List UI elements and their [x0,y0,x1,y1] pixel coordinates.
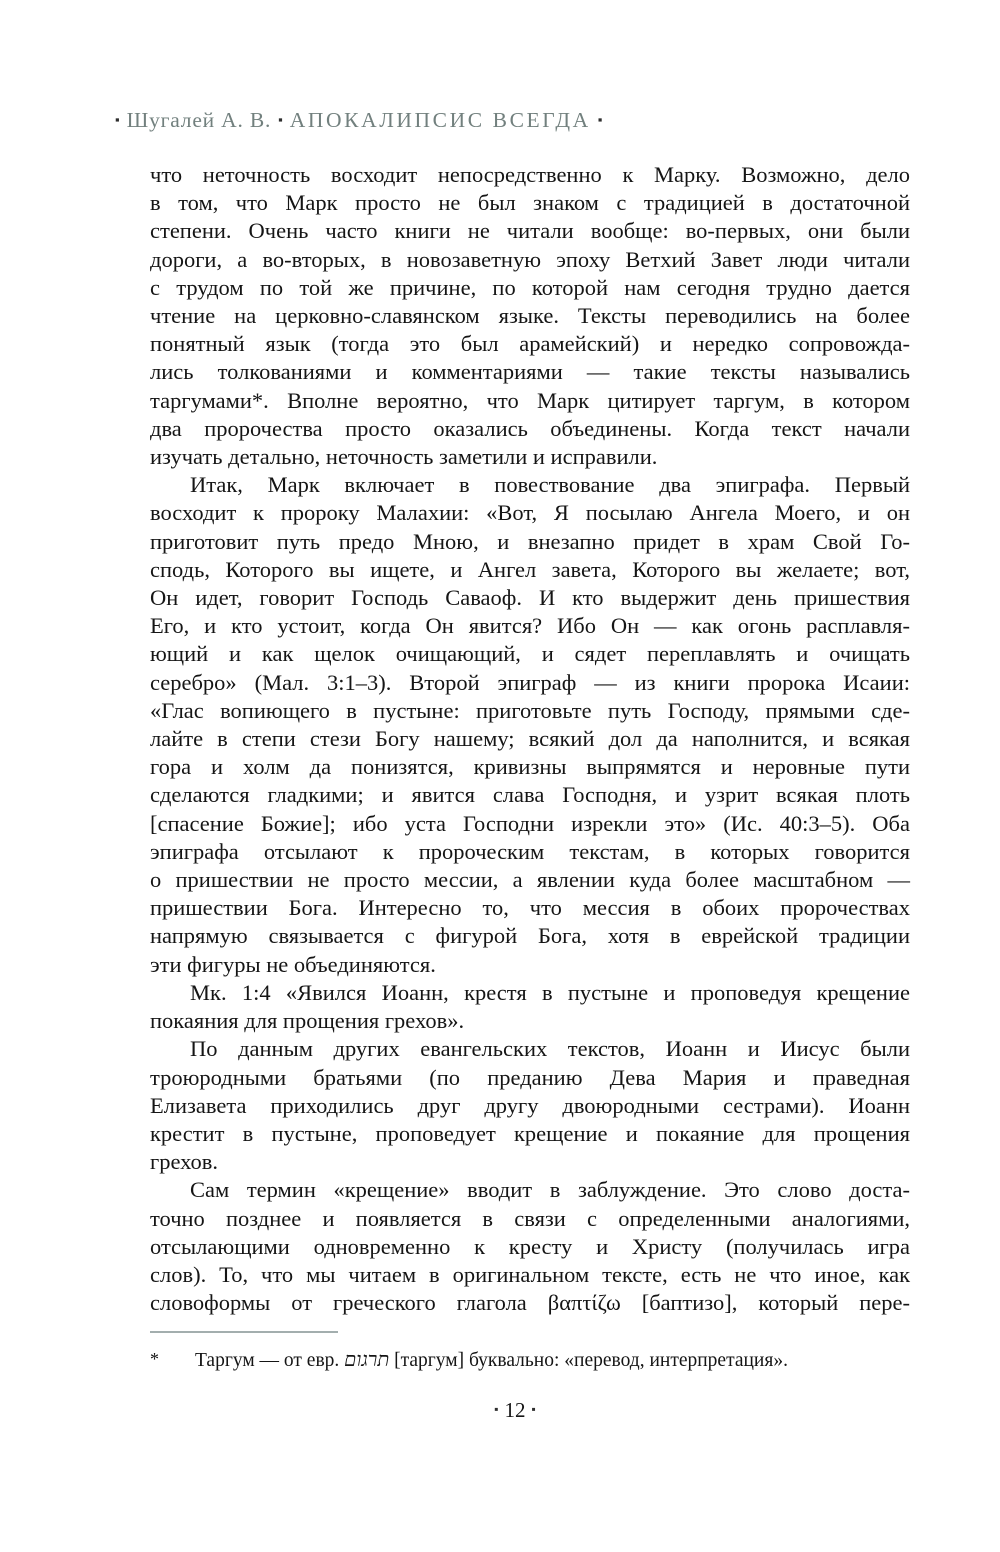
body-line: эти фигуры не объединяются. [150,951,436,977]
body-line: крестит в пустыне, проповедует крещение и покаяние для прощения [150,1120,910,1146]
footnote-divider [150,1331,338,1333]
body-line: напрямую связывается с фигурой Бога, хотя в еврейской традиции [150,923,910,949]
folio-bullet-icon: ▪ [531,1402,536,1416]
body-line: гора и холм да понизятся, кривизны выпрямятся и неровные пути [150,754,910,780]
body-line: понятный язык (тогда это был арамейский) и нередко сопровожда- [150,331,910,357]
body-line: грехов. [150,1149,219,1175]
body-line: По данным других евангельских текстов, Иоанн и Иисус были [190,1036,910,1062]
body-line: точно позднее и появляется в связи с определенными аналогиями, [150,1205,910,1231]
body-line: покаяния для прощения грехов». [150,1008,465,1034]
paragraph [150,1035,910,1176]
body-line: таргумами*. Вполне вероятно, что Марк цитирует таргум, в котором [150,387,910,413]
body-line: сподь, Которого вы ищете, и Ангел завета, Которого вы желаете; вот, [150,556,910,582]
footnote-text-after: [таргум] буквально: «перевод, интерпретация». [389,1350,788,1371]
body-line: с трудом по той же причине, по которой нам сегодня трудно дается [150,274,910,300]
body-line: троюродными братьями (по преданию Дева Мария и праведная [150,1064,910,1090]
page-number [150,1398,880,1423]
body-line: [спасение Божие]; ибо уста Господни изрекли это» (Ис. 40:3–5). Оба [150,810,910,836]
body-line: лись толкованиями и комментариями — такие тексты назывались [150,359,910,385]
body-line: чтение на церковно-славянском языке. Тексты переводились на более [150,303,910,329]
body-line: отсылающими одновременно к кресту и Христу (получилась игра [150,1233,910,1259]
body-line: степени. Очень часто книги не читали вообще: во-первых, они были [150,218,910,244]
footnote-text [195,1349,910,1373]
body-line: восходит к пророку Малахии: «Вот, Я посылаю Ангела Моего, и он [150,500,910,526]
body-line: о пришествии не просто мессии, а явлении куда более масштабном — [150,867,910,893]
body-line: приготовит путь предо Мною, и внезапно придет в храм Свой Го- [150,528,910,554]
body-line: дороги, а во-вторых, в новозаветную эпоху Ветхий Завет люди читали [150,246,910,272]
paragraph [150,161,910,471]
body-line: в том, что Марк просто не был знаком с традицией в достаточной [150,190,910,216]
body-line: сделаются гладкими; и явится слава Господня, и узрит всякая плоть [150,782,910,808]
paragraph [150,471,910,979]
body-line: Елизавета приходились друг другу двоюродными сестрами). Иоанн [150,1092,910,1118]
folio-bullet-icon: ▪ [494,1402,499,1416]
body-line: слов). То, что мы читаем в оригинальном тексте, есть не что иное, как [150,1261,910,1287]
body-line: эпиграфа отсылают к пророческим текстам, в которых говорится [150,838,910,864]
body-line: лайте в степи стези Богу нашему; всякий дол да наполнится, и всякая [150,726,910,752]
body-line: словоформы от греческого глагола βαπτίζω [баптизо], который пере- [150,1290,910,1316]
body-line: два пророчества просто оказались объединены. Когда текст начали [150,415,910,441]
footnote-marker: * [150,1349,159,1369]
running-header [115,108,609,133]
body-text-block [150,161,910,1317]
body-line: серебро» (Мал. 3:1–3). Второй эпиграф — из книги пророка Исаии: [150,669,910,695]
body-line: пришествии Бога. Интересно то, что мессия в обоих пророчествах [150,895,910,921]
header-bullet-icon: ▪ [278,112,283,127]
body-line: «Глас вопиющего в пустыне: приготовьте путь Господу, прямыми сде- [150,697,910,723]
body-line: Сам термин «крещение» вводит в заблуждение. Это слово доста- [190,1177,910,1203]
header-bullet-icon: ▪ [597,112,603,127]
paragraph [150,979,910,1035]
body-line: Он идет, говорит Господь Саваоф. И кто выдержит день пришествия [150,585,910,611]
body-line: изучать детально, неточность заметили и исправили. [150,444,658,470]
paragraph [150,1176,910,1317]
footnote-text-before: Таргум — от евр. [195,1350,345,1371]
folio-number: 12 [504,1398,526,1422]
body-line: Итак, Марк включает в повествование два эпиграфа. Первый [190,472,910,498]
header-author: Шугалей А. В. [126,108,272,132]
footnote-hebrew-word: תרגום [344,1350,390,1371]
footnote [150,1349,910,1373]
body-line: Его, и кто устоит, когда Он явится? Ибо Он — как огонь расплавля- [150,613,910,639]
body-line: что неточность восходит непосредственно к Марку. Возможно, дело [150,162,910,187]
header-bullet-icon: ▪ [115,112,120,127]
body-line: ющий и как щелок очищающий, и сядет переплавлять и очищать [150,641,910,667]
body-line: Мк. 1:4 «Явился Иоанн, крестя в пустыне и проповедуя крещение [190,979,910,1005]
header-book-title: АПОКАЛИПСИС ВСЕГДА [289,108,591,132]
